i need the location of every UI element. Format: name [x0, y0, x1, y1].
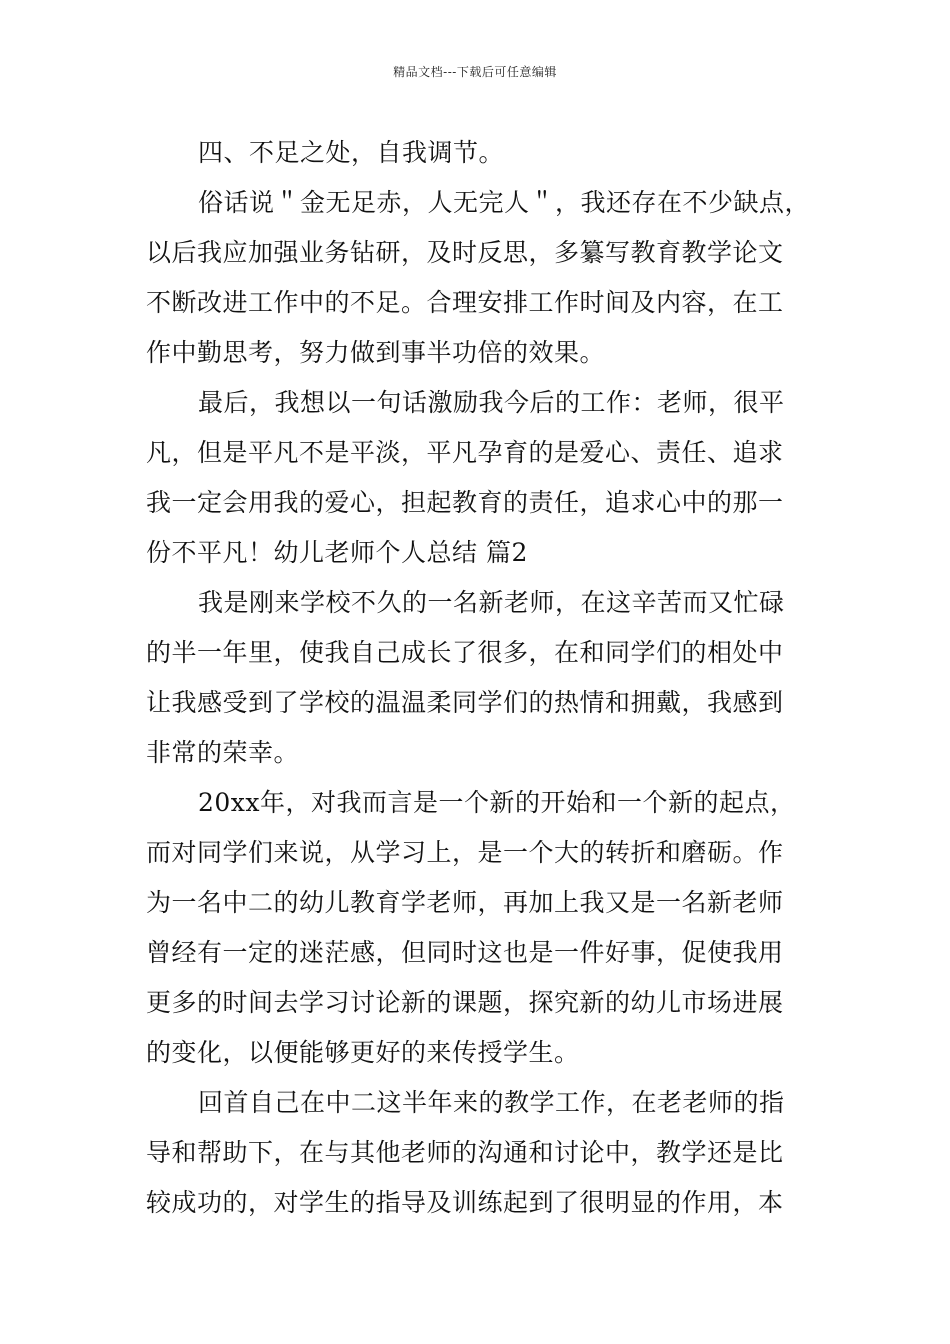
- text-line: 更多的时间去学习讨论新的课题，探究新的幼儿市场进展: [146, 988, 784, 1017]
- text-line: 以后我应加强业务钻研，及时反思，多纂写教育教学论文: [146, 238, 784, 267]
- page-header: 精品文档---下载后可任意编辑: [393, 65, 557, 79]
- text-line: 不断改进工作中的不足。合理安排工作时间及内容，在工: [146, 288, 784, 317]
- text-line: 的半一年里，使我自己成长了很多，在和同学们的相处中: [146, 638, 784, 667]
- document-body: [146, 128, 816, 1228]
- text-line: 最后，我想以一句话激励我今后的工作：老师，很平: [198, 388, 785, 417]
- text-line: 的变化，以便能够更好的来传授学生。: [146, 1038, 580, 1067]
- text-line: 四、不足之处，自我调节。: [198, 138, 505, 167]
- text-line: 我是刚来学校不久的一名新老师，在这辛苦而又忙碌: [198, 588, 785, 617]
- text-line: 20xx年，对我而言是一个新的开始和一个新的起点，: [198, 788, 796, 817]
- text-line: 较成功的，对学生的指导及训练起到了很明显的作用，本: [146, 1188, 784, 1217]
- text-line: 曾经有一定的迷茫感，但同时这也是一件好事，促使我用: [146, 938, 784, 967]
- text-line: 回首自己在中二这半年来的教学工作，在老老师的指: [198, 1088, 785, 1117]
- text-line: 导和帮助下，在与其他老师的沟通和讨论中，教学还是比: [146, 1138, 784, 1167]
- text-line: 俗话说＂金无足赤，人无完人＂，我还存在不少缺点，: [198, 188, 811, 217]
- text-line: 非常的荣幸。: [146, 738, 300, 767]
- text-line: 而对同学们来说，从学习上，是一个大的转折和磨砺。作: [146, 838, 784, 867]
- text-line: 份不平凡！幼儿老师个人总结 篇2: [146, 538, 528, 567]
- text-line: 让我感受到了学校的温温柔同学们的热情和拥戴，我感到: [146, 688, 784, 717]
- text-line: 我一定会用我的爱心，担起教育的责任，追求心中的那一: [146, 488, 784, 517]
- text-line: 为一名中二的幼儿教育学老师，再加上我又是一名新老师: [146, 888, 784, 917]
- text-line: 作中勤思考，努力做到事半功倍的效果。: [146, 338, 606, 367]
- text-line: 凡，但是平凡不是平淡，平凡孕育的是爱心、责任、追求: [146, 438, 784, 467]
